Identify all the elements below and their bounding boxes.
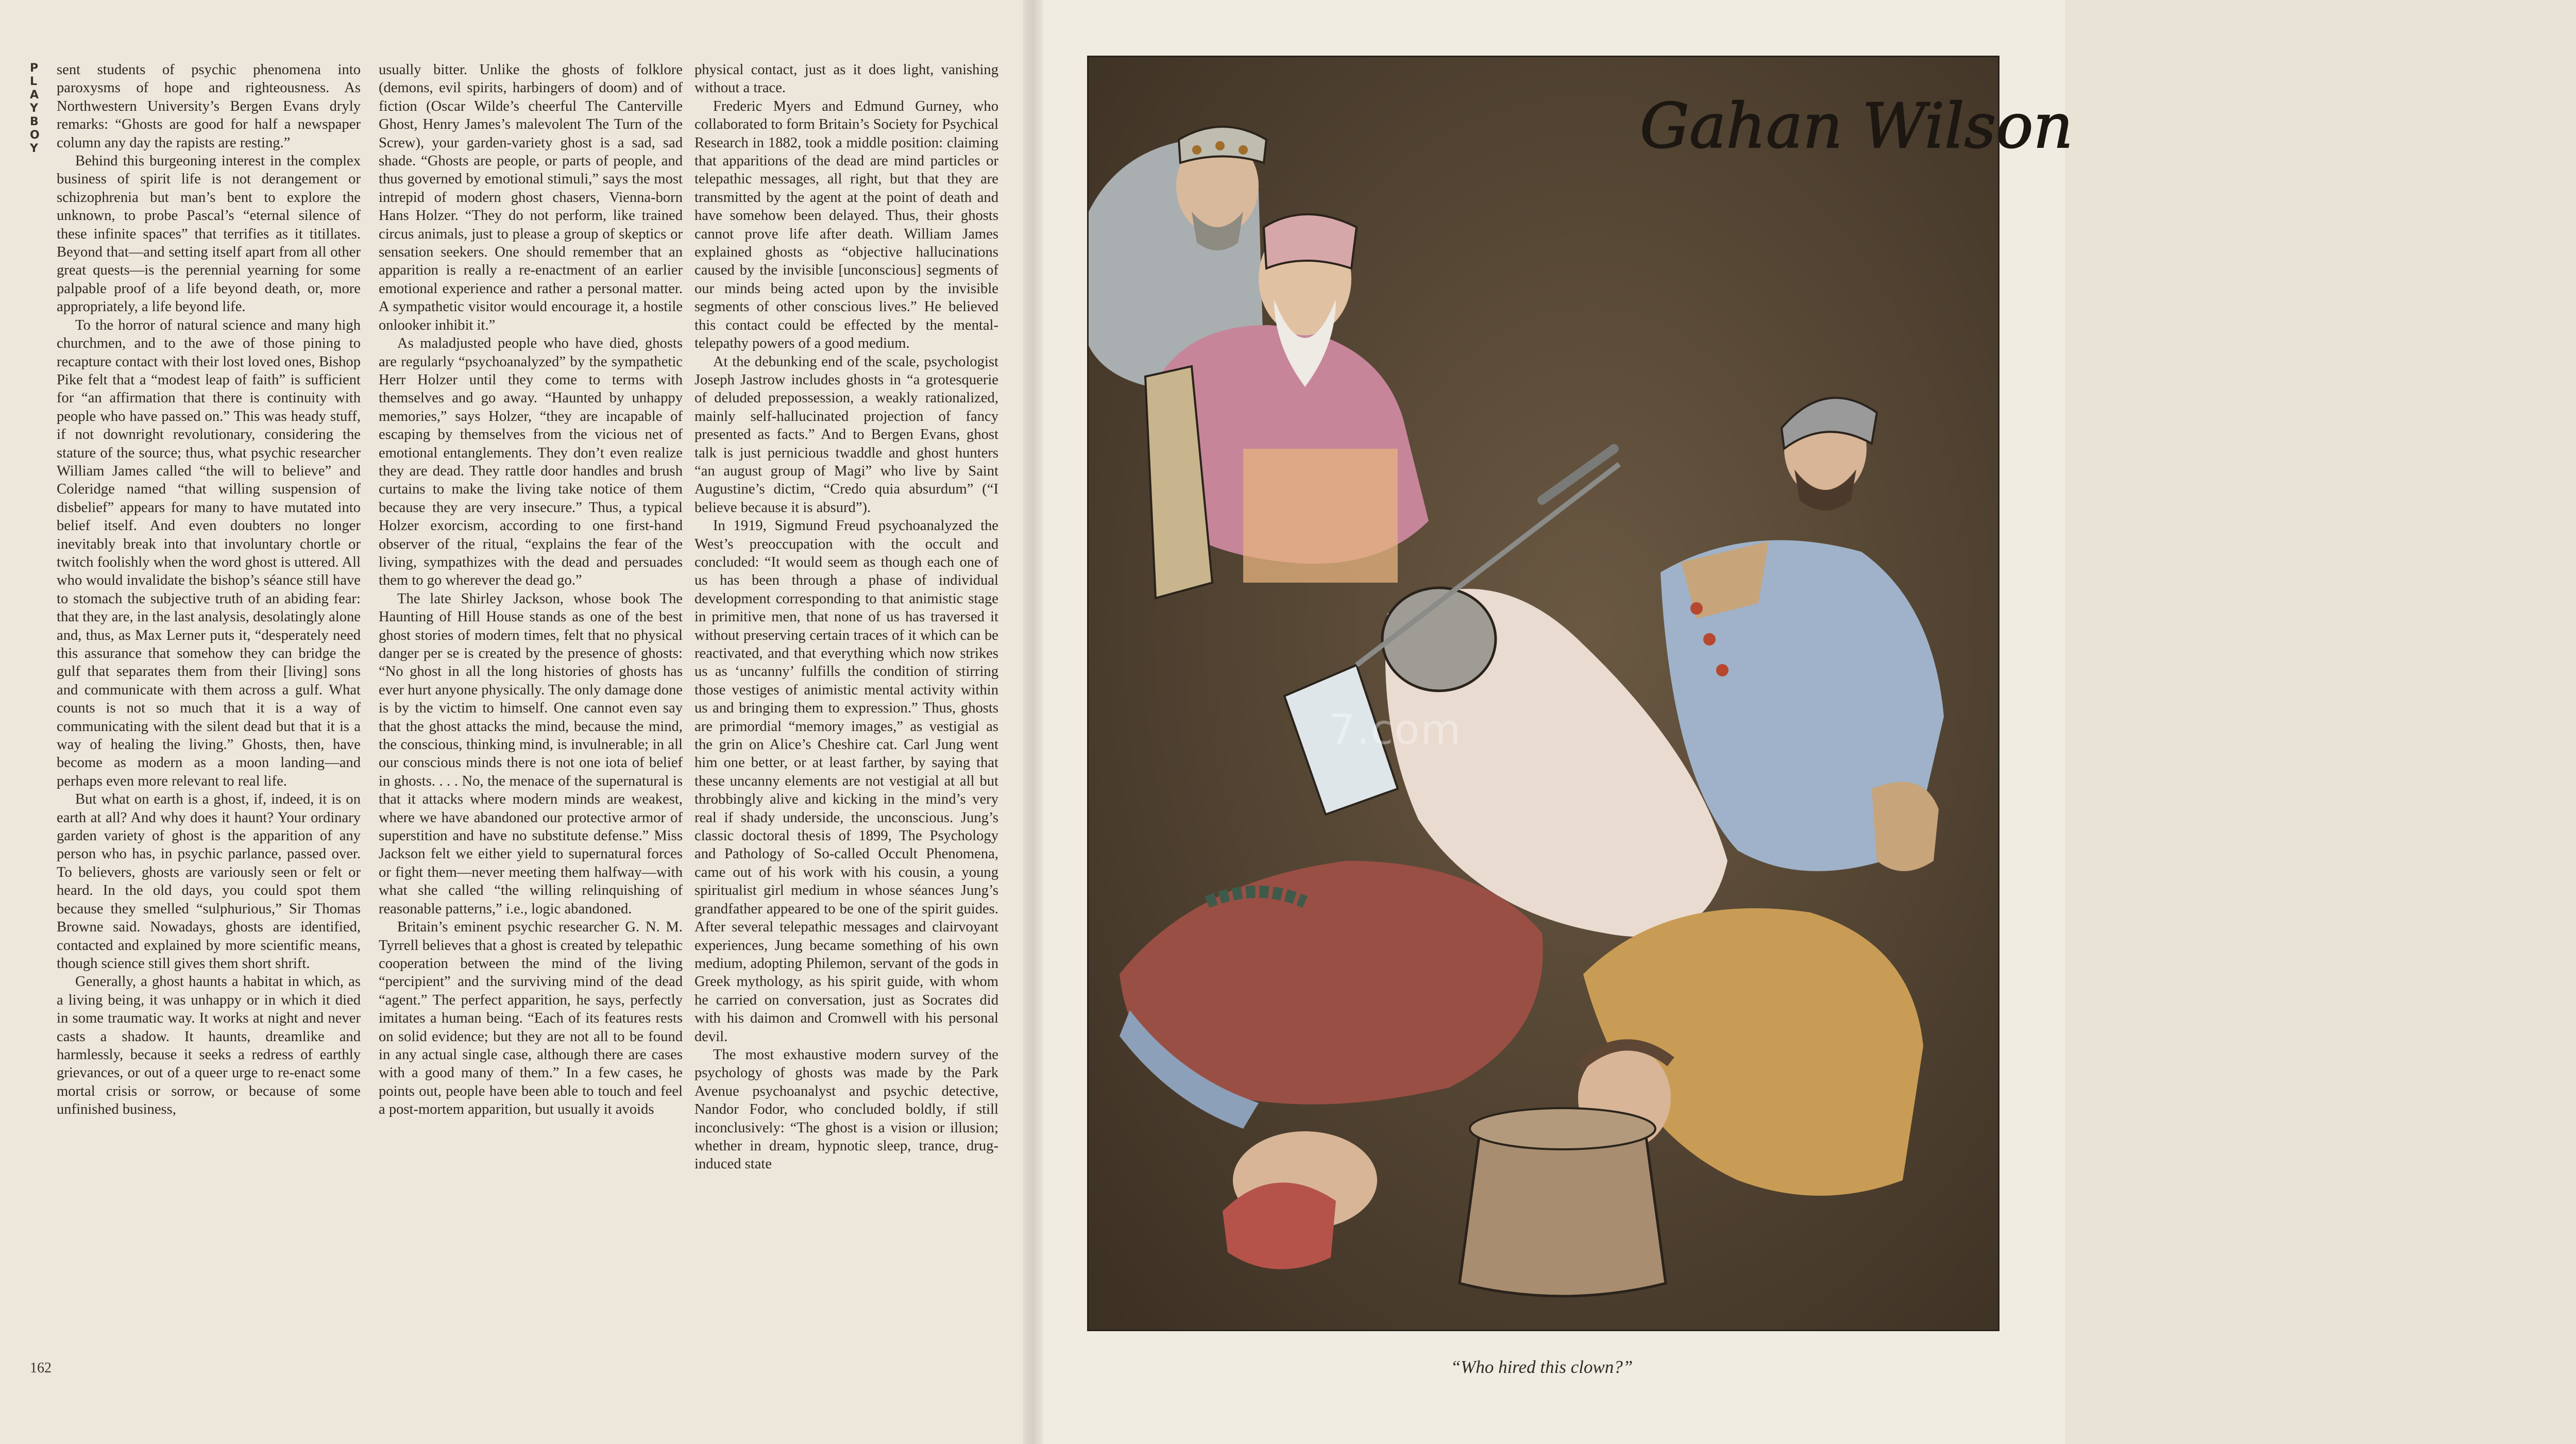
- cartoon-illustration: [1087, 56, 2073, 1331]
- paragraph: sent students of psychic phenomena into paroxysms of hope and righteousness. As Northwestern University’s Bergen Evans dryly remarks: “Ghosts are good for half a newspaper column any day the rapists are resting.”: [57, 62, 361, 151]
- paragraph: As maladjusted people who have died, ghosts are regularly “psychoanalyzed” by the sympathetic Herr Holzer until they come to terms with themselves and go away. “Haunted by unhappy memories,” says Holzer, “they are incapable of escaping by themselves from the vicious net of emotional entanglements. They don’t even realize they are dead. They rattle door handles and brush curtains to make the living take notice of them because they are very insecure.” Thus, a typical Holzer exorcism, according to one first-hand observer of the ritual, “explains the fear of the living, sympathizes with the dead and persuades them to go wherever the dead go.”: [379, 335, 683, 589]
- paragraph: The late Shirley Jackson, whose book The Haunting of Hill House stands as one of the best ghost stories of modern times, felt that no physical danger per se is created by the presence of ghosts: “No ghost in all the long histories of ghosts has ever hurt anyone physically. The only damage done is by the victim to himself. One cannot even say that the ghost attacks the mind, because the mind, the conscious, thinking mind, is invulnerable; in all our conscious minds there is not one iota of belief in ghosts. . . . No, the menace of the supernatural is that it attacks where modern minds are weakest, where we have abandoned our protective armor of superstition and have no substitute defense.” Miss Jackson felt we either yield to supernatural forces or fight them—never meeting them halfway—with what she called “the willing relinquishing of reasonable patterns,” i.e., logic abandoned.: [379, 590, 683, 917]
- cartoon-caption: “Who hired this clown?”: [1450, 1357, 1633, 1377]
- text-column-3: [694, 61, 998, 1380]
- paragraph: Britain’s eminent psychic researcher G. N. M. Tyrrell believes that a ghost is created by telepathic cooperation between the mind of the living “percipient” and the surviving mind of the dead “agent.” The perfect apparition, he says, perfectly imitates a human being. “Each of its features rests on solid evidence; but they are not all to be found in any actual single case, although there are cases with a good many of them.” In a few cases, he points out, people have been able to touch and feel a post-mortem apparition, but usually it avoids: [379, 919, 683, 1118]
- page-number-left: 162: [30, 1360, 52, 1376]
- left-page: [0, 0, 1030, 1444]
- text-column-2: [379, 61, 683, 1380]
- paragraph: usually bitter. Unlike the ghosts of folklore (demons, evil spirits, harbingers of doom) and of fiction (Oscar Wilde’s cheerful The Canterville Ghost, Henry James’s malevolent The Turn of the Screw), your garden-variety ghost is a sad, sad shade. “Ghosts are people, or parts of people, and thus governed by emotional stimuli,” says the most intrepid of modern ghost chasers, Vienna-born Hans Holzer. “They do not perform, like trained circus animals, just to please a group of skeptics or sensation seekers. One should remember that an apparition is really a re-enactment of an earlier emotional experience and rather a personal matter. A sympathetic visitor would encourage it, a hostile onlooker inhibit it.”: [379, 62, 683, 333]
- paragraph: Generally, a ghost haunts a habitat in which, as a living being, it was unhappy or in which it died in some traumatic way. It works at night and never casts a shadow. It haunts, dreamlike and harmlessly, because it seeks a redress of earthly grievances, or out of a queer urge to re-enact some mortal crisis or sorrow, or because of some unfinished business,: [57, 974, 361, 1118]
- paragraph: To the horror of natural science and many high churchmen, and to the awe of those pining to recapture contact with their lost loved ones, Bishop Pike felt that a “modest leap of faith” is sufficient for “an affirmation that there is continuity with people who have passed on.” This was heady stuff, if not downright revolutionary, considering the stature of the source; thus, what psychic researcher William James called “the will to believe” and Coleridge named “that willing suspension of disbelief” appears for many to have mutated into belief itself. And even doubters no longer inevitably break into that involuntary chortle or twitch foolishly when the word ghost is uttered. All who would invalidate the bishop’s séance still have to stomach the subjective truth of an abiding fear: that they are, in the last analysis, desolatingly alone and, thus, as Max Lerner puts it, “desperately need this assurance that somehow they can bridge the gulf that separates them from their [living] sons and communicate with them across a gulf. What counts is not so much that it is a way of communicating with the silent dead but that it is a way of healing the living.” Ghosts, then, have become as modern as a moon landing—and perhaps even more relevant to real life.: [57, 317, 361, 789]
- paragraph: At the debunking end of the scale, psychologist Joseph Jastrow includes ghosts in “a grotesquerie of deluded prepossession, a weakly rationalized, mainly self-hallucinated projection of fancy presented as facts.” And to Bergen Evans, ghost talk is just pernicious twaddle and ghost hunters “an august group of Magi” who live by Saint Augustine’s dictim, “Credo quia absurdum” (“I believe because it is absurd”).: [694, 353, 998, 516]
- paragraph: The most exhaustive modern survey of the psychology of ghosts was made by the Park Avenue psychoanalyst and psychic detective, Nandor Fodor, who concluded boldly, if still inconclusively: “The ghost is a vision or illusion; whether in dream, hypnotic sleep, trance, drug-induced state: [694, 1046, 998, 1173]
- paragraph: In 1919, Sigmund Freud psychoanalyzed the West’s preoccupation with the occult and concluded: “It would seem as though each one of us has been through a phase of individual development corresponding to that animistic stage in primitive men, that none of us has traversed it without preserving certain traces of it which can be reactivated, and that everything which now strikes us as ‘uncanny’ fulfills the condition of stirring those vestiges of animistic mental activity within us and bringing them to expression.” Thus, ghosts are primordial “memory images,” as vestigial as the grin on Alice’s Cheshire cat. Carl Jung went him one better, or at least farther, by saying that these uncanny elements are not vestigial at all but throbbingly alive and kicking in the mind’s very real if shady underside, the unconscious. Jung’s classic doctoral thesis of 1899, The Psychology and Pathology of So-called Occult Phenomena, came out of his work with his cousin, a young spiritualist girl medium in whose séances Jung’s grandfather appeared to be one of the spirit guides. After several telepathic messages and clairvoyant experiences, Jung became something of his own medium, adopting Philemon, servant of the gods in Greek mythology, as his spirit guide, with whom he carried on conversation, just as Socrates did with his daimon and Cromwell with his personal devil.: [694, 518, 998, 1045]
- paragraph: Frederic Myers and Edmund Gurney, who collaborated to form Britain’s Society for Psychical Research in 1882, took a middle position: claiming that apparitions of the dead are mind particles or telepathic messages, all right, but that they are transmitted by the agent at the point of death and have somehow been delayed. Thus, their ghosts cannot prove life after death. William James explained ghosts as “objective hallucinations caused by the invisible [unconscious] segments of our minds being acted upon by the invisible segments of other conscious lives.” He believed this contact could be effected by the mental-telepathy powers of a good medium.: [694, 98, 998, 352]
- cartoon-drawing: [1089, 57, 2073, 1330]
- page-gutter: [1023, 0, 1043, 1444]
- watermark: 7.com: [1329, 706, 1462, 754]
- running-head: PLAYBOY: [30, 62, 41, 155]
- paragraph: physical contact, just as it does light, vanishing without a trace.: [694, 62, 998, 96]
- text-column-1: [57, 61, 361, 1380]
- artist-signature: Gahan Wilson: [1640, 91, 2073, 162]
- paragraph: But what on earth is a ghost, if, indeed, it is on earth at all? And why does it haunt? Your ordinary garden variety of ghost is the apparition of any person who has, in psychic parlance, passed over. To believers, ghosts are variously seen or felt or heard. In the old days, you could spot them because they smelled “sulphurious,” Sir Thomas Browne said. Nowadays, ghosts are identified, contacted and explained by more scientific means, though science still gives them short shrift.: [57, 791, 361, 972]
- paragraph: Behind this burgeoning interest in the complex business of spirit life is not derangement or schizophrenia but man’s bent to explore the unknown, to probe Pascal’s “eternal silence of these infinite spaces” that terrifies as it titillates. Beyond that—and setting itself apart from all other great quests—is the perennial yearning for some palpable proof of a life beyond death, or, more appropriately, a life beyond life.: [57, 153, 361, 315]
